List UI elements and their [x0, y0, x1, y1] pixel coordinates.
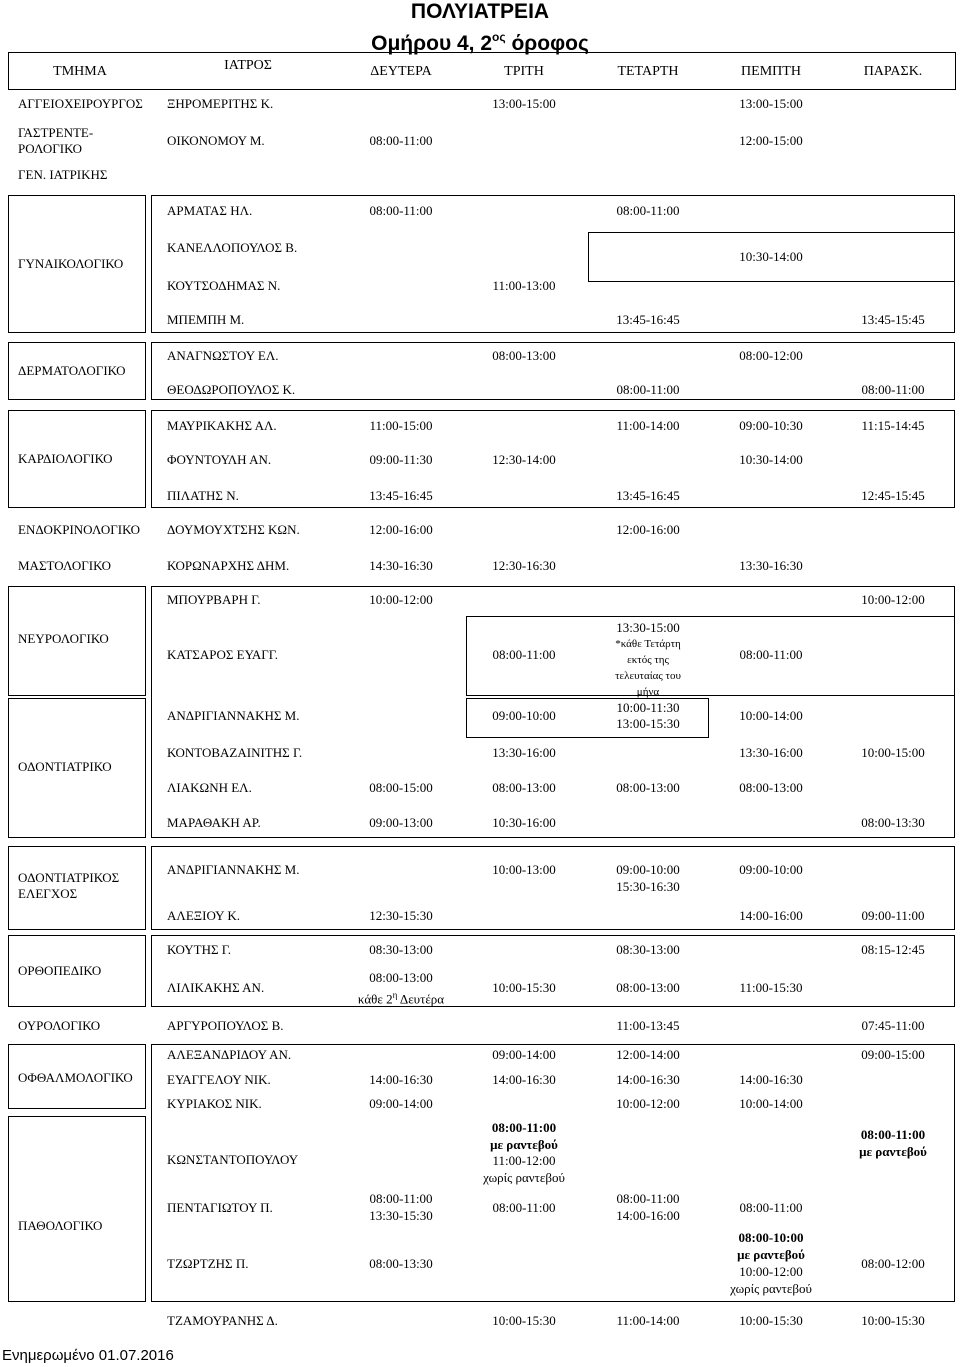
schedule-cell: 08:30-13:00: [616, 942, 680, 957]
schedule-cell: 14:00-16:30: [739, 1072, 803, 1087]
schedule-cell: 08:00-11:00: [739, 1200, 803, 1215]
dept-box-path: [8, 1116, 146, 1302]
schedule-cell: 08:00-11:00: [616, 203, 680, 218]
dept-gastro-2: ΡΟΛΟΓΙΚΟ: [18, 141, 83, 156]
dept-angeio: ΑΓΓΕΙΟΧΕΙΡΟΥΡΓΟΣ: [18, 96, 143, 111]
schedule-cell: 14:00-16:00: [739, 908, 803, 923]
schedule-cell: 09:00-15:00: [861, 1047, 925, 1062]
dept-endo: ΕΝΔΟΚΡΙΝΟΛΟΓΙΚΟ: [18, 522, 140, 537]
schedule-cell: 10:00-12:00: [369, 592, 433, 607]
schedule-cell: 09:00-13:00: [369, 815, 433, 830]
doctor-name: ΟΙΚΟΝΟΜΟΥ Μ.: [167, 133, 265, 148]
header-dept: ΤΜΗΜΑ: [53, 64, 107, 79]
schedule-cell: 13:00-15:30: [616, 716, 680, 731]
schedule-cell: 09:00-11:30: [369, 452, 433, 467]
doctor-name: ΜΠΟΥΡΒΑΡΗ Γ.: [167, 592, 261, 607]
doctor-name: ΚΟΥΤΗΣ Γ.: [167, 942, 231, 957]
doctor-name: ΞΗΡΟΜΕΡΙΤΗΣ Κ.: [167, 96, 274, 111]
doctor-name: ΜΠΕΜΠΗ Μ.: [167, 312, 245, 327]
schedule-cell: 12:45-15:45: [861, 488, 925, 503]
doctor-name: ΑΡΜΑΤΑΣ ΗΛ.: [167, 203, 253, 218]
schedule-cell: 08:00-10:00: [738, 1230, 804, 1245]
schedule-cell: 12:30-14:00: [492, 452, 556, 467]
header-fri: ΠΑΡΑΣΚ.: [863, 64, 923, 79]
schedule-cell: 10:00-15:30: [492, 1313, 556, 1328]
schedule-cell: 13:30-15:00: [616, 620, 680, 635]
schedule-cell: 12:00-16:00: [616, 522, 680, 537]
schedule-cell: 08:00-11:00: [616, 382, 680, 397]
schedule-cell: 10:00-12:00: [616, 1096, 680, 1111]
schedule-cell: 12:00-14:00: [616, 1047, 680, 1062]
doctor-name: ΠΕΝΤΑΓΙΩΤΟΥ Π.: [167, 1200, 273, 1215]
schedule-cell: 13:30-16:30: [739, 558, 803, 573]
doctor-name: ΑΡΓΥΡΟΠΟΥΛΟΣ Β.: [167, 1018, 284, 1033]
schedule-cell: 08:00-11:00: [861, 382, 925, 397]
dept-odonel-2: ΕΛΕΓΧΟΣ: [18, 886, 78, 901]
schedule-cell: 14:30-16:30: [369, 558, 433, 573]
schedule-cell: 10:30-14:00: [739, 452, 803, 467]
updated-footer: Ενημερωμένο 01.07.2016: [2, 1347, 174, 1364]
schedule-cell: 08:00-11:00: [492, 647, 556, 662]
doctor-name: ΑΛΕΞΑΝΔΡΙΔΟΥ ΑΝ.: [167, 1047, 292, 1062]
schedule-cell: 08:00-12:00: [861, 1256, 925, 1271]
header-wed: ΤΕΤΑΡΤΗ: [617, 64, 679, 79]
schedule-cell: 08:00-11:00: [369, 133, 433, 148]
doctor-name: ΤΖΩΡΤΖΗΣ Π.: [167, 1256, 249, 1271]
schedule-note: *κάθε Τετάρτη: [615, 638, 681, 650]
page-title: ΠΟΛΥΙΑΤΡΕΙΑ: [410, 0, 550, 23]
doctor-name: ΜΑΥΡΙΚΑΚΗΣ ΑΛ.: [167, 418, 277, 433]
schedule-cell: 08:00-13:30: [369, 1256, 433, 1271]
schedule-cell: 10:30-14:00: [739, 249, 803, 264]
schedule-cell: 08:00-13:00: [369, 970, 433, 985]
doctor-name: ΛΙΑΚΩΝΗ ΕΛ.: [167, 780, 252, 795]
dept-mast: ΜΑΣΤΟΛΟΓΙΚΟ: [18, 558, 111, 573]
doctor-name: ΑΝΑΓΝΩΣΤΟΥ ΕΛ.: [167, 348, 279, 363]
schedule-cell: 10:00-15:30: [492, 980, 556, 995]
schedule-cell: 09:00-11:00: [861, 908, 925, 923]
schedule-note: τελευταίας του: [615, 670, 681, 682]
schedule-cell: 13:45-15:45: [861, 312, 925, 327]
schedule-cell: 10:30-16:00: [492, 815, 556, 830]
schedule-note: εκτός της: [627, 654, 669, 666]
doctor-name: ΤΖΑΜΟΥΡΑΝΗΣ Δ.: [167, 1313, 278, 1328]
schedule-cell: 13:30-16:00: [492, 745, 556, 760]
schedule-cell: 13:00-15:00: [492, 96, 556, 111]
dept-gyn: ΓΥΝΑΙΚΟΛΟΓΙΚΟ: [18, 256, 124, 271]
dept-our: ΟΥΡΟΛΟΓΙΚΟ: [18, 1018, 101, 1033]
schedule-cell: 09:00-10:00: [739, 862, 803, 877]
schedule-cell: 08:00-13:00: [492, 780, 556, 795]
schedule-cell: 08:00-13:00: [739, 780, 803, 795]
schedule-note: με ραντεβού: [737, 1247, 805, 1262]
schedule-cell: 09:00-10:00: [492, 708, 556, 723]
schedule-cell: 13:45-16:45: [616, 488, 680, 503]
schedule-cell: 11:00-13:45: [616, 1018, 680, 1033]
doctor-box-orth: [151, 935, 955, 1007]
schedule-cell: 13:45-16:45: [369, 488, 433, 503]
schedule-cell: 10:00-15:30: [861, 1313, 925, 1328]
header-mon: ΔΕΥΤΕΡΑ: [370, 64, 432, 79]
doctor-name: ΛΙΛΙΚΑΚΗΣ ΑΝ.: [167, 980, 265, 995]
schedule-note: χωρίς ραντεβού: [730, 1281, 812, 1296]
schedule-cell: 08:00-12:00: [739, 348, 803, 363]
schedule-cell: 11:15-14:45: [861, 418, 925, 433]
schedule-cell: 13:30-15:30: [369, 1208, 433, 1223]
schedule-cell: 08:00-11:00: [616, 1191, 680, 1206]
doctor-name: ΚΥΡΙΑΚΟΣ ΝΙΚ.: [167, 1096, 262, 1111]
schedule-cell: 08:00-13:00: [616, 780, 680, 795]
dept-gen: ΓΕΝ. ΙΑΤΡΙΚΗΣ: [18, 167, 108, 182]
schedule-note: χωρίς ραντεβού: [483, 1170, 565, 1185]
schedule-cell: 08:00-11:00: [860, 1127, 926, 1142]
doctor-name: ΚΩΝΣΤΑΝΤΟΠΟΥΛΟΥ: [167, 1152, 299, 1167]
schedule-cell: 08:30-13:00: [369, 942, 433, 957]
header-doctor: ΙΑΤΡΟΣ: [224, 58, 272, 73]
schedule-cell: 12:30-15:30: [369, 908, 433, 923]
schedule-cell: 08:00-11:00: [492, 1200, 556, 1215]
schedule-cell: 10:00-11:30: [616, 700, 680, 715]
schedule-note: με ραντεβού: [490, 1137, 558, 1152]
page-subtitle: Ομήρου 4, $2^{o\varsigma}$ όροφος: [371, 30, 589, 55]
schedule-cell: 11:00-12:00: [492, 1153, 556, 1168]
schedule-cell: 08:00-11:00: [369, 1191, 433, 1206]
doctor-name: ΚΑΤΣΑΡΟΣ ΕΥΑΓΓ.: [167, 647, 278, 662]
schedule-cell: 10:00-15:00: [861, 745, 925, 760]
header-tue: ΤΡΙΤΗ: [504, 64, 544, 79]
dept-ofth: ΟΦΘΑΛΜΟΛΟΓΙΚΟ: [18, 1070, 133, 1085]
schedule-cell: 10:00-12:00: [861, 592, 925, 607]
doctor-name: ΚΟΝΤΟΒΑΖΑΙΝΙΤΗΣ Γ.: [167, 745, 303, 760]
header-box: [8, 52, 956, 90]
dept-kard: ΚΑΡΔΙΟΛΟΓΙΚΟ: [18, 451, 113, 466]
schedule-cell: 08:00-15:00: [369, 780, 433, 795]
schedule-cell: 10:00-15:30: [739, 1313, 803, 1328]
schedule-cell: 10:00-14:00: [739, 708, 803, 723]
doctor-name: ΘΕΟΔΩΡΟΠΟΥΛΟΣ Κ.: [167, 382, 296, 397]
schedule-cell: 13:00-15:00: [739, 96, 803, 111]
schedule-cell: 12:00-15:00: [739, 133, 803, 148]
schedule-cell: 08:00-11:00: [491, 1120, 557, 1135]
schedule-cell: 08:00-13:30: [861, 815, 925, 830]
dept-gastro-1: ΓΑΣΤΡΕΝΤΕ-: [18, 125, 94, 140]
schedule-cell: 09:00-10:30: [739, 418, 803, 433]
schedule-cell: 13:45-16:45: [616, 312, 680, 327]
schedule-cell: 14:00-16:30: [492, 1072, 556, 1087]
schedule-cell: 08:00-13:00: [492, 348, 556, 363]
schedule-cell: 07:45-11:00: [861, 1018, 925, 1033]
doctor-name: ΜΑΡΑΘΑΚΗ ΑΡ.: [167, 815, 261, 830]
doctor-name: ΚΟΡΩΝΑΡΧΗΣ ΔΗΜ.: [167, 558, 290, 573]
dept-odonel-1: ΟΔΟΝΤΙΑΤΡΙΚΟΣ: [18, 870, 120, 885]
schedule-cell: 11:00-15:30: [739, 980, 803, 995]
schedule-cell: 08:15-12:45: [861, 942, 925, 957]
schedule-cell: 09:00-14:00: [369, 1096, 433, 1111]
doctor-name: ΕΥΑΓΓΕΛΟΥ ΝΙΚ.: [167, 1072, 271, 1087]
schedule-cell: 13:30-16:00: [739, 745, 803, 760]
schedule-cell: 10:00-13:00: [492, 862, 556, 877]
schedule-cell: 08:00-13:00: [616, 980, 680, 995]
doctor-name: ΑΛΕΞΙΟΥ Κ.: [167, 908, 240, 923]
dept-orth: ΟΡΘΟΠΕΔΙΚΟ: [18, 963, 102, 978]
schedule-note: μήνα: [636, 686, 660, 698]
doctor-name: ΑΝΔΡΙΓΙΑΝΝΑΚΗΣ Μ.: [167, 862, 300, 877]
schedule-note: με ραντεβού: [859, 1144, 927, 1159]
schedule-cell: 14:00-16:00: [616, 1208, 680, 1223]
schedule-cell: 09:00-10:00: [616, 862, 680, 877]
schedule-cell: 10:00-12:00: [739, 1264, 803, 1279]
schedule-cell: 11:00-14:00: [616, 418, 680, 433]
dept-path: ΠΑΘΟΛΟΓΙΚΟ: [18, 1218, 103, 1233]
schedule-cell: 09:00-14:00: [492, 1047, 556, 1062]
doctor-box-odonel: [151, 846, 955, 930]
schedule-cell: 11:00-14:00: [616, 1313, 680, 1328]
dept-odon: ΟΔΟΝΤΙΑΤΡΙΚΟ: [18, 759, 112, 774]
schedule-cell: 12:30-16:30: [492, 558, 556, 573]
schedule-note: κάθε $2^\eta$ Δευτέρα: [357, 990, 445, 1007]
schedule-cell: 08:00-11:00: [369, 203, 433, 218]
schedule-cell: 15:30-16:30: [616, 879, 680, 894]
doctor-name: ΚΑΝΕΛΛΟΠΟΥΛΟΣ Β.: [167, 240, 298, 255]
schedule-cell: 10:00-14:00: [739, 1096, 803, 1111]
schedule-cell: 11:00-15:00: [369, 418, 433, 433]
doctor-name: ΦΟΥΝΤΟΥΛΗ ΑΝ.: [167, 452, 272, 467]
schedule-cell: 11:00-13:00: [492, 278, 556, 293]
doctor-name: ΑΝΔΡΙΓΙΑΝΝΑΚΗΣ Μ.: [167, 708, 300, 723]
doctor-name: ΠΙΛΑΤΗΣ Ν.: [167, 488, 239, 503]
doctor-name: ΚΟΥΤΣΟΔΗΜΑΣ Ν.: [167, 278, 281, 293]
dept-derm: ΔΕΡΜΑΤΟΛΟΓΙΚΟ: [18, 363, 126, 378]
dept-neur: ΝΕΥΡΟΛΟΓΙΚΟ: [18, 631, 109, 646]
schedule-cell: 14:00-16:30: [369, 1072, 433, 1087]
schedule-cell: 12:00-16:00: [369, 522, 433, 537]
header-thu: ΠΕΜΠΤΗ: [741, 64, 801, 79]
schedule-cell: 14:00-16:30: [616, 1072, 680, 1087]
doctor-name: ΔΟΥΜΟΥΧΤΣΗΣ ΚΩΝ.: [167, 522, 300, 537]
schedule-cell: 08:00-11:00: [739, 647, 803, 662]
